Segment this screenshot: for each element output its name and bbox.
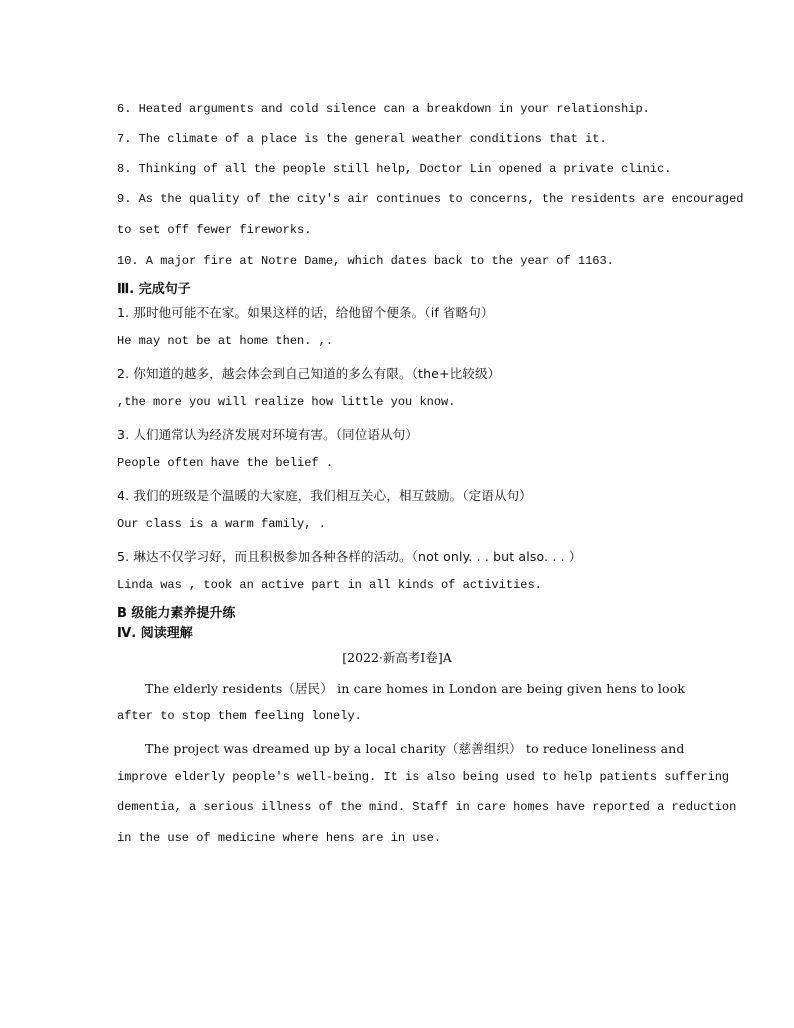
exercise-item-10: 10. A major fire at Notre Dame, which dates back to the year of 1163. [117, 254, 614, 268]
passage-para2-line3: dementia, a serious illness of the mind. Staff in care homes have reported a reduction [117, 800, 737, 814]
sentence-prompt-1: 1. 那时他可能不在家。如果这样的话，给他留个便条。（if 省略句） [117, 305, 494, 320]
section-3-heading: Ⅲ. 完成句子 [117, 282, 191, 297]
sentence-answer-5: Linda was , took an active part in all kinds of activities. [117, 578, 542, 592]
sentence-prompt-2: 2. 你知道的越多，越会体会到自己知道的多么有限。（the+比较级） [117, 366, 501, 381]
sentence-prompt-5: 5. 琳达不仅学习好，而且积极参加各种各样的活动。（not only. . . but also. . . ） [117, 549, 582, 564]
sentence-answer-2: ,the more you will realize how little you know. [117, 395, 456, 409]
exercise-item-6: 6. Heated arguments and cold silence can a breakdown in your relationship. [117, 102, 650, 116]
sentence-prompt-3: 3. 人们通常认为经济发展对环境有害。（同位语从句） [117, 427, 419, 442]
section-4-heading: Ⅳ. 阅读理解 [117, 626, 193, 641]
passage-source: [2022·新高考Ⅰ卷]A [342, 650, 452, 665]
level-b-heading: B 级能力素养提升练 [117, 606, 236, 621]
sentence-prompt-4: 4. 我们的班级是个温暖的大家庭，我们相互关心，相互鼓励。（定语从句） [117, 488, 532, 503]
exercise-item-9-continued: to set off fewer fireworks. [117, 223, 312, 237]
passage-para2-line2: improve elderly people's well-being. It is also being used to help patients suffering [117, 770, 730, 784]
sentence-answer-1: He may not be at home then. ,. [117, 334, 334, 348]
sentence-answer-4: Our class is a warm family, . [117, 517, 326, 531]
exercise-item-7: 7. The climate of a place is the general weather conditions that it. [117, 132, 607, 146]
passage-para1-line2: after to stop them feeling lonely. [117, 709, 362, 723]
exercise-item-8: 8. Thinking of all the people still help, Doctor Lin opened a private clinic. [117, 162, 672, 176]
exercise-item-9: 9. As the quality of the city's air continues to concerns, the residents are encouraged [117, 192, 744, 206]
sentence-answer-3: People often have the belief . [117, 456, 334, 470]
passage-para2-line4: in the use of medicine where hens are in use. [117, 831, 442, 845]
passage-para1-line1: The elderly residents（居民） in care homes in London are being given hens to look [145, 681, 686, 696]
passage-para2-line1: The project was dreamed up by a local charity（慈善组织） to reduce loneliness and [145, 741, 685, 756]
